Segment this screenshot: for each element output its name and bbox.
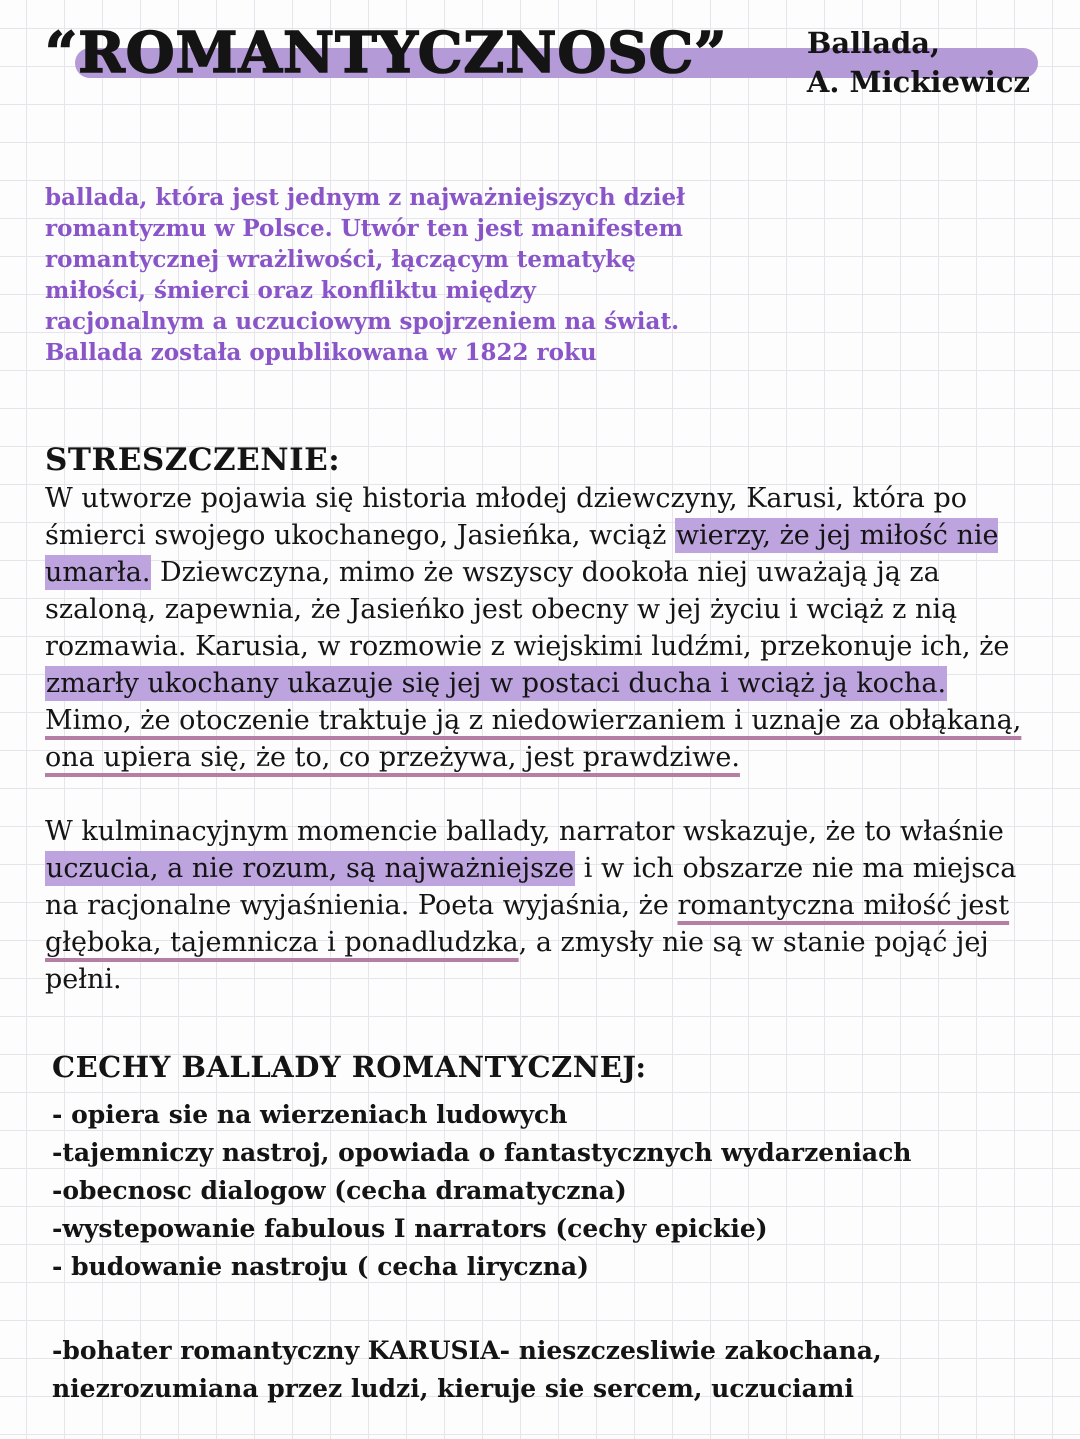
intro-line: romantyzmu w Polsce. Utwór ten jest manifestem bbox=[45, 215, 683, 242]
list-item: -tajemniczy nastroj, opowiada o fantastycznych wydarzeniach bbox=[52, 1138, 912, 1167]
intro-line: racjonalnym a uczuciowym spojrzeniem na świat. bbox=[45, 308, 680, 335]
author-block bbox=[807, 24, 1030, 102]
text-segment: Dziewczyna, mimo że wszyscy dookoła niej uważają ją za szaloną, zapewnia, że Jasieńko jest obecny w jej życiu i wciąż z nią rozmawia. Karusia, w rozmowie z wiejskimi ludźmi, przekonuje ich, że bbox=[45, 557, 1010, 662]
list-item: - opiera sie na wierzeniach ludowych bbox=[52, 1100, 568, 1129]
header bbox=[45, 20, 1038, 136]
summary-heading: STRESZCZENIE: bbox=[45, 442, 341, 478]
list-item: -wystepowanie fabulous I narrators (cechy epickie) bbox=[52, 1214, 768, 1243]
hero-note bbox=[45, 1332, 1038, 1408]
features-list bbox=[52, 1096, 1038, 1286]
text-segment: i w ich obszarze nie ma miejsca na racjonalne wyjaśnienia. Poeta wyjaśnia, że bbox=[45, 853, 1017, 921]
underlined-text: Mimo, że otoczenie traktuje ją z niedowierzaniem i uznaje za obłąkaną, ona upiera się, że to, co przeżywa, jest prawdziwe. bbox=[45, 705, 1022, 773]
intro-line: ballada, która jest jednym z najważniejszych dzieł bbox=[45, 184, 685, 211]
features-heading: CECHY BALLADY ROMANTYCZNEJ: bbox=[52, 1050, 647, 1084]
text-segment: , a zmysły nie są w stanie pojąć jej pełni. bbox=[45, 927, 989, 995]
text-segment: W kulminacyjnym momencie ballady, narrator wskazuje, że to właśnie bbox=[45, 816, 1004, 847]
list-item: -obecnosc dialogow (cecha dramatyczna) bbox=[52, 1176, 627, 1205]
summary-paragraph-2 bbox=[45, 813, 1038, 998]
summary-paragraph-1 bbox=[45, 480, 1038, 776]
highlighted-text: uczucia, a nie rozum, są najważniejsze bbox=[46, 853, 575, 884]
highlighted-text: wierzy, że jej miłość nie umarła. bbox=[45, 520, 999, 588]
author-line-mickiewicz: A. Mickiewicz bbox=[806, 65, 1030, 99]
summary-section bbox=[45, 442, 1038, 998]
intro-line: miłości, śmierci oraz konfliktu między bbox=[45, 277, 536, 304]
highlighted-text: zmarły ukochany ukazuje się jej w postaci ducha i wciąż ją kocha. bbox=[46, 668, 947, 699]
intro-line: Ballada została opublikowana w 1822 roku bbox=[45, 339, 597, 366]
intro-line: romantycznej wrażliwości, łączącym tematykę bbox=[45, 246, 636, 273]
underlined-text: romantyczna miłość jest głęboka, tajemnicza i ponadludzka bbox=[45, 890, 1010, 958]
hero-note-line: niezrozumiana przez ludzi, kieruje sie sercem, uczuciami bbox=[52, 1374, 854, 1403]
hero-note-line: -bohater romantyczny KARUSIA- nieszczesliwie zakochana, bbox=[52, 1336, 882, 1365]
list-item: - budowanie nastroju ( cecha liryczna) bbox=[52, 1252, 589, 1281]
features-section bbox=[45, 1050, 1038, 1286]
text-segment: W utworze pojawia się historia młodej dziewczyny, Karusi, która po śmierci swojego ukochanego, Jasieńka, wciąż bbox=[45, 483, 968, 551]
author-line-ballada: Ballada, bbox=[806, 26, 941, 60]
page-title: “ROMANTYCZNOSC” bbox=[45, 20, 728, 86]
intro-paragraph bbox=[45, 182, 1038, 368]
